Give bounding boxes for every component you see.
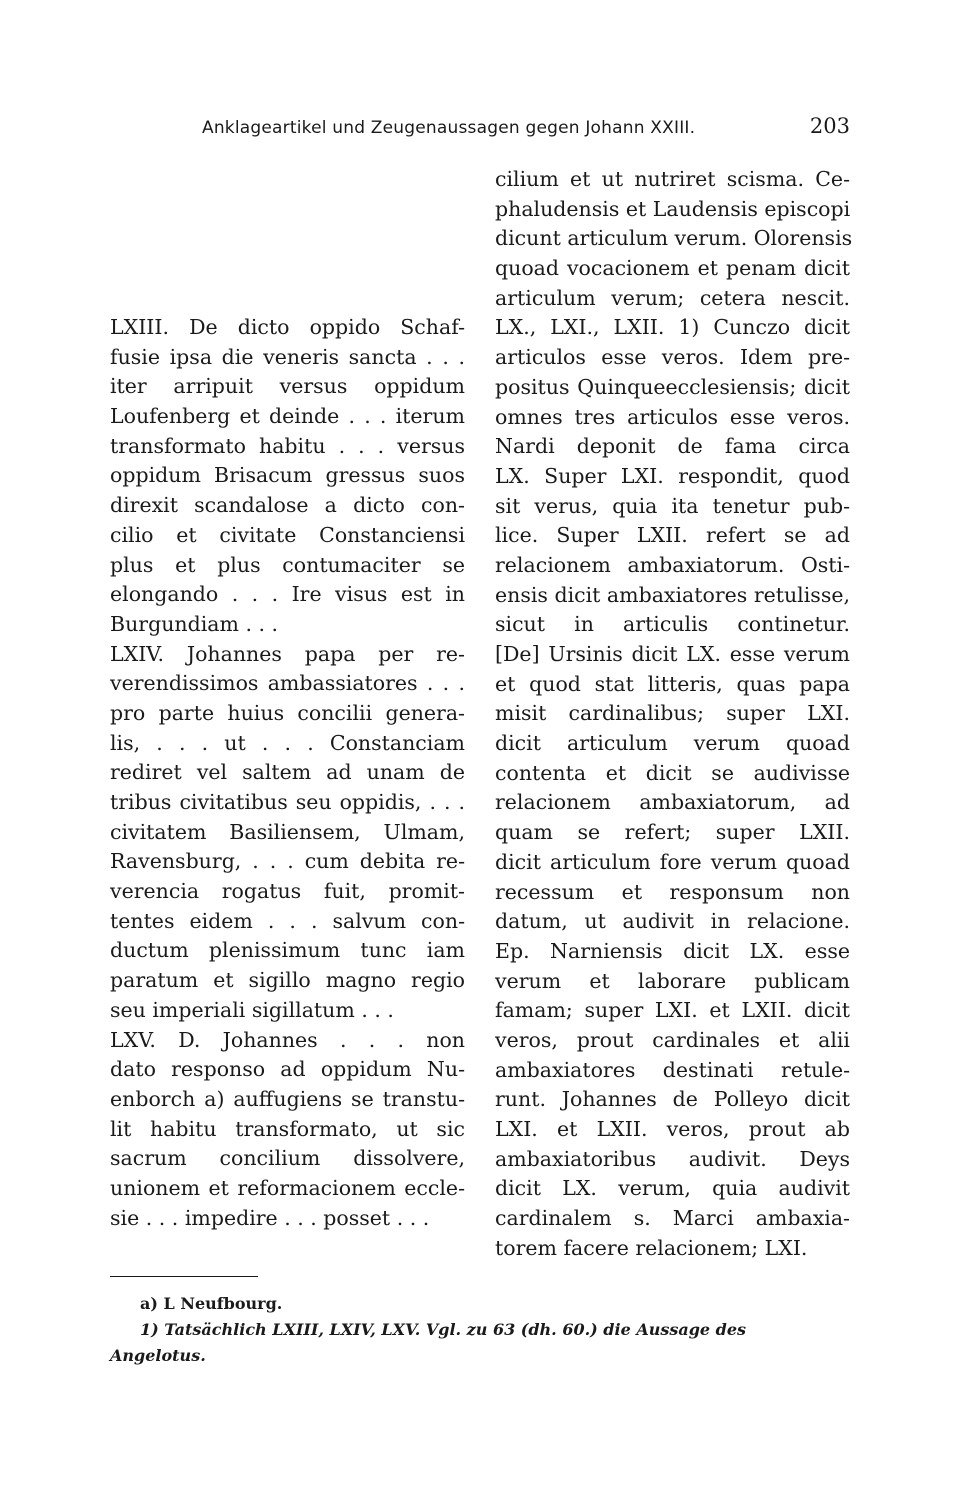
text-line: Nardi deponit de fama circa [495, 434, 850, 459]
text-line: transformato habitu . . . versus [110, 433, 465, 458]
text-line: lit habitu transformato, ut sic [110, 1116, 465, 1141]
text-line: articulos esse veros. Idem pre- [495, 345, 850, 370]
footnote-1-line-1: 1) Tatsächlich LXIII, LXIV, LXV. Vgl. zu 63 (dh. 60.) die Aussage des [140, 1320, 747, 1339]
text-line: Burgundiam . . . [110, 611, 279, 636]
text-line: ambaxiatores destinati retule- [495, 1057, 850, 1082]
text-line: rediret vel saltem ad unam de [110, 760, 465, 785]
text-line: dicunt articulum verum. Olorensis [495, 226, 853, 251]
page-number: 203 [809, 114, 850, 138]
text-line: Ravensburg, . . . cum debita re- [110, 849, 465, 874]
text-line: Ep. Narniensis dicit LX. esse [495, 938, 850, 963]
text-line: LXI. et LXII. veros, prout ab [495, 1117, 850, 1141]
text-line: cardinalem s. Marci ambaxia- [495, 1206, 850, 1231]
text-line: dato responso ad oppidum Nu- [110, 1057, 465, 1082]
text-line: verum et laborare publicam [495, 968, 850, 993]
text-line: relacionem ambaxiatorum, ad [495, 790, 850, 815]
footnote-rule [110, 1276, 258, 1277]
text-line: elongando . . . Ire visus est in [110, 582, 465, 607]
running-title: Anklageartikel und Zeugenaussagen gegen Johann XXIII. [202, 118, 696, 138]
text-line: LX. Super LXI. respondit, quod [495, 463, 850, 488]
text-line: civitatem Basiliensem, Ulmam, [110, 819, 465, 844]
text-line: famam; super LXI. et LXII. dicit [495, 998, 850, 1023]
text-line: cilium et ut nutriret scisma. Ce- [495, 167, 850, 191]
text-line: sit verus, quia ita tenetur pub- [495, 493, 850, 518]
text-line: LXV. D. Johannes . . . non [110, 1027, 465, 1052]
text-line: lis, . . . ut . . . Constanciam [110, 730, 465, 755]
text-line: runt. Johannes de Polleyo dicit [495, 1087, 850, 1112]
text-line: veros, prout cardinales et alii [495, 1027, 850, 1052]
text-line: LXIII. De dicto oppido Schaf- [110, 315, 465, 339]
text-line: LX., LXI., LXII. 1) Cunczo dicit [495, 315, 850, 340]
text-line: sie . . . impedire . . . posset . . . [110, 1205, 430, 1230]
text-line: cilio et civitate Constanciensi [110, 522, 465, 547]
text-line: fusie ipsa die veneris sancta . . . [110, 344, 465, 369]
text-line: dicit LX. verum, quia audivit [495, 1176, 850, 1201]
text-line: et quod stat litteris, quas papa [495, 671, 850, 696]
text-line: Loufenberg et deinde . . . iterum [110, 404, 465, 429]
text-line: quoad vocacionem et penam dicit [495, 256, 850, 281]
text-line: verencia rogatus fuit, promit- [110, 879, 465, 904]
footnotes [110, 1291, 850, 1369]
text-line: paratum et sigillo magno regio [110, 968, 465, 993]
text-line: dicit articulum verum quoad [495, 731, 850, 756]
text-line: recessum et responsum non [495, 879, 850, 904]
text-line: phaludensis et Laudensis episcopi [495, 196, 851, 221]
text-line: misit cardinalibus; super LXI. [495, 701, 850, 726]
text-line: ensis dicit ambaxiatores retulisse, [495, 582, 850, 607]
text-line: enborch a) auffugiens se transtu- [110, 1086, 465, 1111]
text-line: direxit scandalose a dicto con- [110, 493, 465, 518]
text-line: LXIV. Johannes papa per re- [110, 641, 465, 666]
text-line: quam se refert; super LXII. [495, 820, 850, 845]
left-column [110, 313, 465, 1233]
text-line: verendissimos ambassiatores . . . [110, 671, 465, 696]
running-header [110, 112, 850, 146]
text-line: sacrum concilium dissolvere, [110, 1146, 465, 1171]
text-line: relacionem ambaxiatorum. Osti- [495, 552, 850, 577]
text-line: lice. Super LXII. refert se ad [495, 523, 850, 548]
text-line: ductum plenissimum tunc iam [110, 938, 465, 963]
text-line: ambaxiatoribus audivit. Deys [495, 1146, 850, 1171]
text-line: articulum verum; cetera nescit. [495, 285, 850, 310]
text-line: pro parte huius concilii genera- [110, 700, 465, 725]
right-column [495, 165, 853, 1263]
text-line: positus Quinqueecclesiensis; dicit [495, 374, 850, 399]
text-line: tentes eidem . . . salvum con- [110, 908, 465, 933]
text-line: seu imperiali sigillatum . . . [110, 997, 394, 1022]
text-line: oppidum Brisacum gressus suos [110, 463, 465, 488]
text-line: dicit articulum fore verum quoad [495, 849, 850, 874]
text-line: iter arripuit versus oppidum [110, 374, 465, 399]
text-line: sicut in articulis continetur. [495, 612, 850, 637]
text-line: [De] Ursinis dicit LX. esse verum [495, 642, 850, 666]
footnote-a: a) L Neufbourg. [140, 1294, 283, 1313]
text-line: tribus civitatibus seu oppidis, . . . [110, 790, 465, 814]
text-line: contenta et dicit se audivisse [495, 760, 850, 785]
footnote-1 [110, 1317, 850, 1369]
footnote-1-line-2: Angelotus. [110, 1346, 206, 1365]
text-line: datum, ut audivit in relacione. [495, 909, 850, 934]
text-line: omnes tres articulos esse veros. [495, 404, 850, 429]
text-line: unionem et reformacionem eccle- [110, 1175, 465, 1200]
text-line: plus et plus contumaciter se [110, 552, 465, 577]
text-line: torem facere relacionem; LXI. [495, 1235, 808, 1260]
